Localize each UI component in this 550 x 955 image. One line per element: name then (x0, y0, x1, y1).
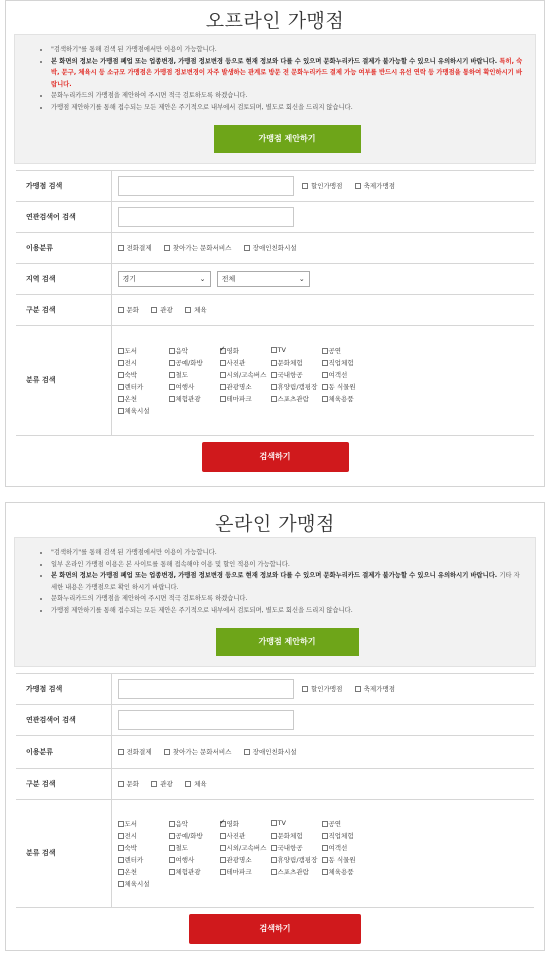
category-option-label: 여행사 (175, 382, 195, 391)
phone-payment-label: 전화결제 (126, 244, 152, 253)
category-option[interactable] (169, 843, 220, 852)
category-checkbox[interactable] (271, 360, 277, 366)
category-option[interactable] (169, 358, 220, 367)
category-checkbox[interactable] (322, 869, 328, 875)
province-select[interactable] (118, 271, 211, 287)
category-option[interactable] (118, 831, 169, 840)
phone-payment-checkbox[interactable] (118, 749, 124, 755)
category-option[interactable] (118, 406, 169, 415)
propose-store-button[interactable]: 가맹점 제안하기 (214, 125, 361, 153)
propose-store-button[interactable]: 가맹점 제안하기 (216, 628, 359, 656)
category-checkbox[interactable] (220, 372, 226, 378)
usage-label: 이용분류 (16, 735, 111, 768)
category-option-label: 문화체험 (277, 358, 303, 367)
category-option-label: 공연 (328, 346, 342, 355)
category-option-label: 스포츠관람 (277, 867, 309, 876)
related-search-label: 연관검색어 검색 (16, 201, 111, 232)
notice-item: "검색하기"를 통해 검색 된 가맹점에서만 이용이 가능합니다. (51, 547, 523, 559)
category-label: 분류 검색 (16, 325, 111, 435)
visiting-service-checkbox[interactable] (164, 245, 170, 251)
category-option-label: 렌터카 (124, 382, 144, 391)
discount-store-checkbox[interactable] (302, 686, 308, 692)
notice-item: 문화누리카드의 가맹점을 제안하여 주시면 적극 검토하도록 하겠습니다. (51, 90, 523, 102)
category-option-label: TV (277, 345, 286, 354)
category-option-label: 체험관광 (175, 867, 201, 876)
accessible-facility-label: 장애인친화시설 (252, 748, 297, 757)
notice-item: "검색하기"를 통해 검색 된 가맹점에서만 이용이 가능합니다. (51, 44, 523, 56)
chevron-down-icon: ⌄ (199, 274, 206, 283)
city-select[interactable] (217, 271, 310, 287)
category-option-label: 공예/화방 (175, 358, 203, 367)
category-checkbox[interactable] (271, 845, 277, 851)
store-search-label: 가맹점 검색 (16, 673, 111, 704)
category-option-label: 시외/고속버스 (226, 843, 267, 852)
category-option-label: 여행사 (175, 855, 195, 864)
culture-label: 문화 (126, 780, 140, 789)
category-checkbox[interactable] (322, 372, 328, 378)
category-option-label: 여객선 (328, 370, 348, 379)
culture-checkbox[interactable] (118, 781, 124, 787)
category-option[interactable] (271, 382, 322, 391)
category-checkbox[interactable] (169, 869, 175, 875)
sports-checkbox[interactable] (185, 781, 191, 787)
category-option[interactable] (322, 819, 373, 828)
category-option-label: 테마파크 (226, 394, 252, 403)
category-checkbox[interactable] (118, 384, 124, 390)
category-option-label: 테마파크 (226, 867, 252, 876)
category-option-label: 영화 (226, 346, 240, 355)
category-checkbox[interactable] (322, 833, 328, 839)
page-title: 오프라인 가맹점 (205, 10, 345, 32)
festival-store-checkbox[interactable] (355, 686, 361, 692)
related-search-input[interactable] (118, 207, 294, 227)
category-option-label: 철도 (175, 370, 189, 379)
category-checkbox[interactable] (322, 845, 328, 851)
category-option[interactable] (118, 382, 169, 391)
festival-store-label: 축제가맹점 (363, 685, 396, 694)
category-option-label: 사진관 (226, 358, 246, 367)
category-checkbox[interactable] (220, 821, 226, 827)
search-button[interactable]: 검색하기 (189, 914, 361, 944)
tourism-checkbox[interactable] (151, 781, 157, 787)
notice-item: 문화누리카드의 가맹점을 제안하여 주시면 적극 검토하도록 하겠습니다. (51, 593, 523, 605)
category-option-label: 휴양림/캠핑장 (277, 382, 318, 391)
festival-store-checkbox[interactable] (355, 183, 361, 189)
city-value: 전체 (221, 274, 236, 283)
usage-label: 이용분류 (16, 232, 111, 263)
online-store-panel (5, 502, 545, 951)
category-option-label: 직업체험 (328, 358, 354, 367)
category-checkbox[interactable] (118, 372, 124, 378)
category-checkbox[interactable] (220, 833, 226, 839)
category-option[interactable] (322, 867, 373, 876)
category-option-label: 국내항공 (277, 843, 303, 852)
category-option[interactable] (271, 819, 322, 828)
phone-payment-checkbox[interactable] (118, 245, 124, 251)
category-option-label: 영화 (226, 819, 240, 828)
category-checkbox[interactable] (271, 833, 277, 839)
category-option[interactable] (271, 867, 322, 876)
search-button[interactable]: 검색하기 (202, 442, 349, 472)
search-form (16, 673, 534, 908)
category-option-label: 공연 (328, 819, 342, 828)
category-option[interactable] (220, 819, 271, 828)
category-checkbox[interactable] (271, 384, 277, 390)
category-option[interactable] (322, 358, 373, 367)
category-option[interactable] (322, 394, 373, 403)
category-option-label: 렌터카 (124, 855, 144, 864)
category-option[interactable] (271, 855, 322, 864)
notice-item: 일부 온라인 가맹점 이용은 본 사이트를 통해 접속해야 이용 및 할인 적용이 가능합니다. (51, 559, 523, 571)
category-option-label: 관광명소 (226, 855, 252, 864)
category-grid (118, 814, 535, 893)
page-title: 온라인 가맹점 (215, 513, 335, 535)
category-option[interactable] (322, 346, 373, 355)
notice-box (14, 34, 536, 164)
notice-warning: 특히, 숙박, 문구, 체육시 등 소규모 가맹점은 가맹점 정보변경이 자주 발생하는 관계로 방문 전 문화누리카드 결제 가능 여부를 반드시 유선 연락 등 가맹점을 통하여 확인하시기 바랍니다. (51, 57, 523, 88)
category-checkbox[interactable] (169, 348, 175, 354)
discount-store-label: 할인가맹점 (310, 182, 343, 191)
store-search-input[interactable] (118, 176, 294, 196)
sports-checkbox[interactable] (185, 307, 191, 313)
category-option[interactable] (118, 358, 169, 367)
category-option[interactable] (118, 394, 169, 403)
category-option-label: 온천 (124, 867, 138, 876)
chevron-down-icon: ⌄ (298, 274, 305, 283)
accessible-facility-checkbox[interactable] (244, 245, 250, 251)
category-checkbox[interactable] (169, 845, 175, 851)
category-checkbox[interactable] (169, 833, 175, 839)
store-search-label: 가맹점 검색 (16, 170, 111, 201)
category-option[interactable] (220, 831, 271, 840)
category-option-label: 체육시설 (124, 879, 150, 888)
category-checkbox[interactable] (271, 820, 277, 826)
category-checkbox[interactable] (220, 384, 226, 390)
category-option[interactable] (271, 346, 322, 355)
tourism-label: 관광 (160, 306, 173, 315)
province-value: 경기 (122, 274, 137, 283)
category-checkbox[interactable] (118, 360, 124, 366)
category-option-label: 체육시설 (124, 406, 150, 415)
category-option-label: 관광명소 (226, 382, 252, 391)
category-checkbox[interactable] (169, 857, 175, 863)
notice-text: 본 화면의 정보는 가맹점 폐업 또는 업종변경, 가맹점 정보변경 등으로 현재 정보와 다를 수 있으며 문화누리카드 결제가 불가능할 수 있으니 유의하시기 바랍니다. (51, 572, 498, 580)
category-checkbox[interactable] (169, 384, 175, 390)
category-checkbox[interactable] (322, 360, 328, 366)
search-form (16, 170, 534, 436)
category-checkbox[interactable] (271, 347, 277, 353)
category-option-label: 음악 (175, 346, 189, 355)
category-checkbox[interactable] (169, 360, 175, 366)
category-option[interactable] (169, 394, 220, 403)
category-option[interactable] (118, 346, 169, 355)
category-option[interactable] (220, 370, 271, 379)
category-checkbox[interactable] (271, 396, 277, 402)
category-option-label: 여객선 (328, 843, 348, 852)
category-option[interactable] (322, 382, 373, 391)
category-checkbox[interactable] (322, 857, 328, 863)
category-option[interactable] (169, 370, 220, 379)
category-option[interactable] (271, 370, 322, 379)
category-checkbox[interactable] (169, 396, 175, 402)
category-label: 분류 검색 (16, 799, 111, 907)
store-search-input[interactable] (118, 679, 294, 699)
category-checkbox[interactable] (322, 384, 328, 390)
category-option-label: 도서 (124, 819, 138, 828)
category-option-label: 문화체험 (277, 831, 303, 840)
category-option-label: 동 식물원 (328, 855, 356, 864)
category-option[interactable] (322, 843, 373, 852)
category-option-label: 음악 (175, 819, 189, 828)
division-label: 구분 검색 (16, 294, 111, 325)
category-option[interactable] (271, 843, 322, 852)
category-checkbox[interactable] (118, 857, 124, 863)
notice-text: 본 화면의 정보는 가맹점 폐업 또는 업종변경, 가맹점 정보변경 등으로 현재 정보와 다를 수 있으며 문화누리카드 결제가 불가능할 수 있으니 유의하시기 바랍니다. (51, 57, 498, 65)
region-label: 지역 검색 (16, 263, 111, 294)
category-checkbox[interactable] (322, 348, 328, 354)
festival-store-label: 축제가맹점 (363, 182, 396, 191)
category-option-label: 사진관 (226, 831, 246, 840)
category-option[interactable] (220, 867, 271, 876)
category-option-label: 체험관광 (175, 394, 201, 403)
category-option-label: 공예/화방 (175, 831, 203, 840)
category-option[interactable] (118, 855, 169, 864)
tourism-label: 관광 (160, 780, 173, 789)
category-option-label: TV (277, 818, 286, 827)
category-checkbox[interactable] (118, 821, 124, 827)
category-checkbox[interactable] (220, 857, 226, 863)
category-checkbox[interactable] (271, 857, 277, 863)
category-checkbox[interactable] (220, 360, 226, 366)
category-checkbox[interactable] (271, 372, 277, 378)
category-option[interactable] (118, 819, 169, 828)
accessible-facility-checkbox[interactable] (244, 749, 250, 755)
category-option-label: 숙박 (124, 370, 138, 379)
category-checkbox[interactable] (220, 348, 226, 354)
category-option-label: 스포츠관람 (277, 394, 309, 403)
category-option-label: 시외/고속버스 (226, 370, 267, 379)
category-option[interactable] (220, 358, 271, 367)
tourism-checkbox[interactable] (151, 307, 157, 313)
category-checkbox[interactable] (118, 396, 124, 402)
culture-label: 문화 (126, 306, 140, 315)
phone-payment-label: 전화결제 (126, 748, 152, 757)
notice-box (14, 537, 536, 667)
category-grid (118, 341, 535, 420)
notice-extra: 기타 자세한 내용은 가맹점으로 확인 하시기 바랍니다. (51, 572, 520, 591)
discount-store-checkbox[interactable] (302, 183, 308, 189)
notice-item: 가맹점 제안하기를 통해 접수되는 모든 제안은 주기적으로 내부에서 검토되며, 별도로 회신을 드리지 않습니다. (51, 605, 523, 617)
category-checkbox[interactable] (322, 396, 328, 402)
related-search-input[interactable] (118, 710, 294, 730)
visiting-service-label: 찾아가는 문화서비스 (172, 748, 232, 757)
category-option[interactable] (271, 358, 322, 367)
notice-item: 가맹점 제안하기를 통해 접수되는 모든 제안은 주기적으로 내부에서 검토되며, 별도로 회신을 드리지 않습니다. (51, 102, 523, 114)
category-checkbox[interactable] (118, 348, 124, 354)
category-option[interactable] (271, 831, 322, 840)
category-option-label: 철도 (175, 843, 189, 852)
category-option[interactable] (220, 843, 271, 852)
category-option[interactable] (169, 831, 220, 840)
category-option[interactable] (322, 831, 373, 840)
category-option[interactable] (169, 382, 220, 391)
division-label: 구분 검색 (16, 768, 111, 799)
category-checkbox[interactable] (118, 881, 124, 887)
category-checkbox[interactable] (118, 833, 124, 839)
category-option-label: 국내항공 (277, 370, 303, 379)
category-option[interactable] (322, 855, 373, 864)
category-checkbox[interactable] (220, 869, 226, 875)
category-option[interactable] (220, 346, 271, 355)
accessible-facility-label: 장애인친화시설 (252, 244, 297, 253)
category-option-label: 체육용품 (328, 394, 354, 403)
category-option[interactable] (220, 382, 271, 391)
category-option-label: 직업체험 (328, 831, 354, 840)
category-checkbox[interactable] (118, 869, 124, 875)
notice-item (51, 570, 523, 593)
category-option-label: 전시 (124, 831, 138, 840)
category-option[interactable] (271, 394, 322, 403)
category-option[interactable] (169, 346, 220, 355)
category-option[interactable] (118, 879, 169, 888)
category-option-label: 숙박 (124, 843, 138, 852)
related-search-label: 연관검색어 검색 (16, 704, 111, 735)
category-checkbox[interactable] (118, 408, 124, 414)
visiting-service-label: 찾아가는 문화서비스 (172, 244, 232, 253)
category-option[interactable] (118, 867, 169, 876)
category-option-label: 체육용품 (328, 867, 354, 876)
category-option[interactable] (322, 370, 373, 379)
category-option[interactable] (220, 855, 271, 864)
culture-checkbox[interactable] (118, 307, 124, 313)
offline-store-panel (5, 0, 545, 487)
category-option-label: 도서 (124, 346, 138, 355)
category-option-label: 동 식물원 (328, 382, 356, 391)
category-checkbox[interactable] (169, 821, 175, 827)
category-option[interactable] (118, 843, 169, 852)
category-option-label: 휴양림/캠핑장 (277, 855, 318, 864)
category-option[interactable] (169, 819, 220, 828)
category-option[interactable] (118, 370, 169, 379)
category-checkbox[interactable] (220, 845, 226, 851)
category-option-label: 온천 (124, 394, 138, 403)
category-checkbox[interactable] (271, 869, 277, 875)
category-checkbox[interactable] (220, 396, 226, 402)
category-checkbox[interactable] (169, 372, 175, 378)
category-option[interactable] (169, 867, 220, 876)
category-option[interactable] (169, 855, 220, 864)
sports-label: 체육 (194, 780, 207, 789)
category-option[interactable] (220, 394, 271, 403)
sports-label: 체육 (194, 306, 207, 315)
discount-store-label: 할인가맹점 (310, 685, 343, 694)
notice-item (51, 56, 523, 91)
category-checkbox[interactable] (118, 845, 124, 851)
visiting-service-checkbox[interactable] (164, 749, 170, 755)
category-option-label: 전시 (124, 358, 138, 367)
category-checkbox[interactable] (322, 821, 328, 827)
